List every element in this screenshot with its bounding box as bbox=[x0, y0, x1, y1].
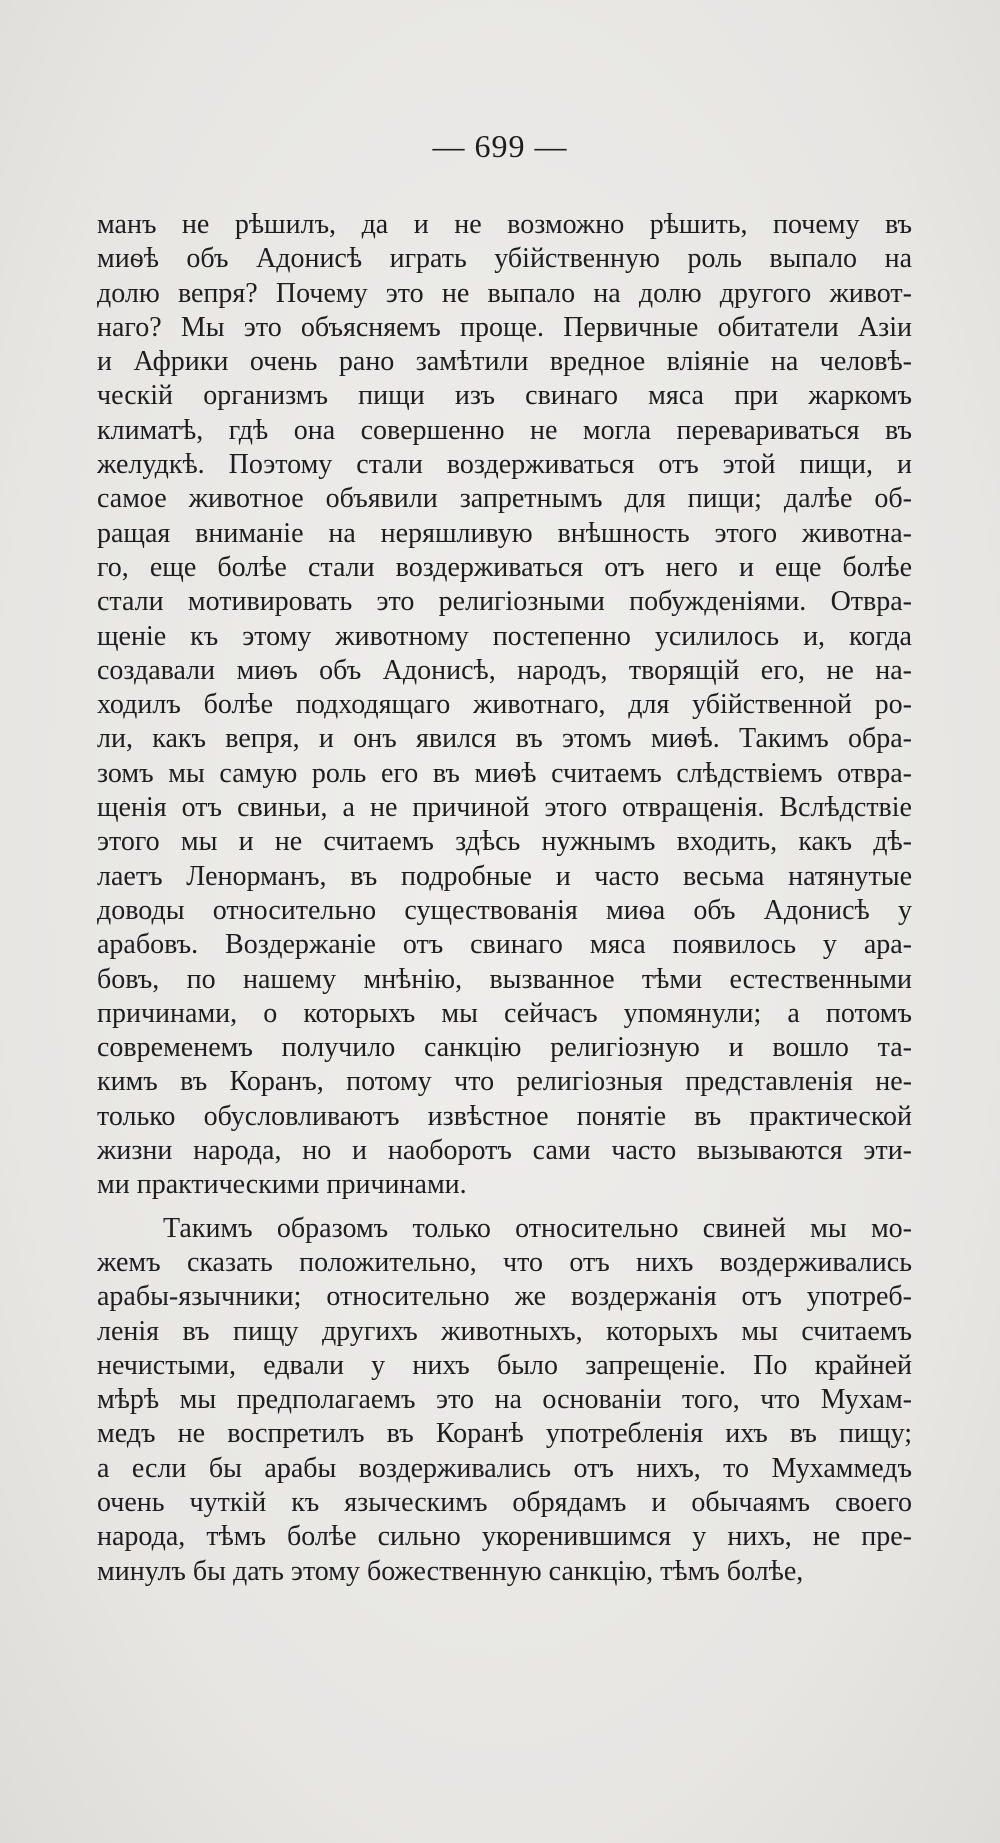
text-line: долю вепря? Почему это не выпало на долю другого живот- bbox=[97, 277, 912, 309]
text-line: нечистыми, едвали у нихъ было запрещеніе. По крайней bbox=[97, 1349, 912, 1381]
text-line: наго? Мы это объясняемъ проще. Первичные обитатели Азіи bbox=[97, 311, 912, 343]
text-line: медъ не воспретилъ въ Коранѣ употребленія ихъ въ пищу; bbox=[97, 1418, 912, 1450]
text-line: этого мы и не считаемъ здѣсь нужнымъ входить, какъ дѣ- bbox=[97, 826, 912, 858]
text-line: арабы-язычники; относительно же воздержанія отъ употреб- bbox=[97, 1281, 912, 1313]
text-line: бовъ, по нашему мнѣнію, вызванное тѣми естественными bbox=[97, 963, 912, 995]
text-line: минулъ бы дать этому божественную санкцію, тѣмъ болѣе, bbox=[97, 1555, 804, 1587]
text-line: доводы относительно существованія миѳа объ Адонисѣ у bbox=[97, 894, 912, 926]
text-line: самое животное объявили запретнымъ для пищи; далѣе об- bbox=[97, 483, 912, 515]
text-line: очень чуткій къ языческимъ обрядамъ и обычаямъ своего bbox=[97, 1486, 912, 1518]
text-line: щеніе къ этому животному постепенно усилилось и, когда bbox=[97, 620, 912, 652]
text-line: щенія отъ свиньи, а не причиной этого отвращенія. Вслѣдствіе bbox=[97, 792, 912, 824]
text-line: ходилъ болѣе подходящаго животнаго, для убійственной ро- bbox=[97, 689, 912, 721]
text-line: только обусловливаютъ извѣстное понятіе въ практической bbox=[97, 1100, 912, 1132]
text-line: ращая вниманіе на неряшливую внѣшность этого животна- bbox=[97, 517, 912, 549]
paragraph-gap bbox=[97, 1203, 912, 1212]
text-line: миѳѣ объ Адонисѣ играть убійственную роль выпало на bbox=[97, 243, 912, 275]
text-line: ческій организмъ пищи изъ свинаго мяса при жаркомъ bbox=[97, 380, 912, 412]
text-line: ми практическими причинами. bbox=[97, 1169, 467, 1201]
text-line: арабовъ. Воздержаніе отъ свинаго мяса появилось у ара- bbox=[97, 929, 912, 961]
text-line: народа, тѣмъ болѣе сильно укоренившимся у нихъ, не пре- bbox=[97, 1521, 912, 1553]
text-line: создавали миѳъ объ Адонисѣ, народъ, творящій его, не на- bbox=[97, 654, 912, 686]
text-line: современемъ получило санкцію религіозную и вошло та- bbox=[97, 1032, 912, 1064]
text-line: кимъ въ Коранъ, потому что религіозныя представленія не- bbox=[97, 1066, 912, 1098]
paragraph bbox=[97, 1212, 912, 1589]
text-line: Такимъ образомъ только относительно свиней мы мо- bbox=[163, 1212, 912, 1244]
text-line: го, еще болѣе стали воздерживаться отъ него и еще болѣе bbox=[97, 551, 912, 583]
text-line: ленія въ пищу другихъ животныхъ, которыхъ мы считаемъ bbox=[97, 1315, 912, 1347]
text-line: причинами, о которыхъ мы сейчасъ упомянули; а потомъ bbox=[97, 997, 912, 1029]
text-line: ли, какъ вепря, и онъ явился въ этомъ миѳѣ. Такимъ обра- bbox=[97, 723, 912, 755]
text-line: жизни народа, но и наоборотъ сами часто вызываются эти- bbox=[97, 1135, 912, 1167]
text-line: и Африки очень рано замѣтили вредное вліяніе на человѣ- bbox=[97, 346, 912, 378]
text-line: стали мотивировать это религіозными побужденіями. Отвра- bbox=[97, 586, 912, 618]
text-line: мѣрѣ мы предполагаемъ это на основаніи того, что Мухам- bbox=[97, 1384, 912, 1416]
text-line: жемъ сказать положительно, что отъ нихъ воздерживались bbox=[97, 1246, 912, 1278]
text-line: желудкѣ. Поэтому стали воздерживаться отъ этой пищи, и bbox=[97, 449, 912, 481]
body-text bbox=[97, 208, 912, 1589]
text-line: а если бы арабы воздерживались отъ нихъ, то Мухаммедъ bbox=[97, 1452, 912, 1484]
page-number: — 699 — bbox=[432, 128, 568, 164]
paragraph bbox=[97, 208, 912, 1203]
text-line: зомъ мы самую роль его въ миѳѣ считаемъ слѣдствіемъ отвра- bbox=[97, 757, 912, 789]
text-line: лаетъ Ленорманъ, въ подробные и часто весьма натянутые bbox=[97, 860, 912, 892]
text-line: климатѣ, гдѣ она совершенно не могла перевариваться въ bbox=[97, 414, 912, 446]
text-line: манъ не рѣшилъ, да и не возможно рѣшить, почему въ bbox=[97, 209, 912, 240]
